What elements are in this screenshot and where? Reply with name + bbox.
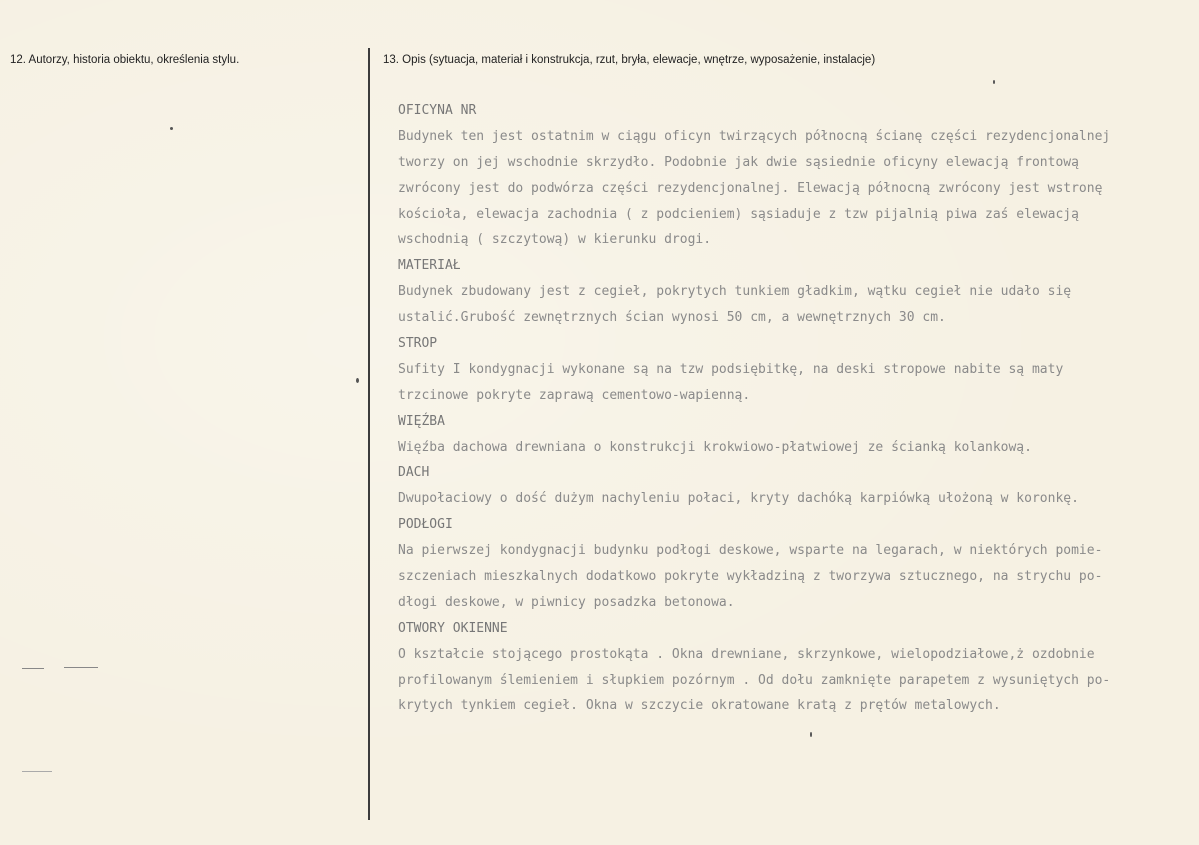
- description-line: zwrócony jest do podwórza części rezydencjonalnej. Elewacją północną zwrócony jest wstronę: [398, 180, 1103, 196]
- column-divider: [368, 48, 370, 820]
- description-line: tworzy on jej wschodnie skrzydło. Podobnie jak dwie sąsiednie oficyny elewacją frontową: [398, 154, 1079, 170]
- description-line: Budynek ten jest ostatnim w ciągu oficyn twirzących północną ścianę części rezydencjonalnej: [398, 128, 1111, 144]
- paper-speck: [170, 127, 173, 130]
- description-line: kościoła, elewacja zachodnia ( z podcieniem) sąsiaduje z tzw pijalnią piwa zaś elewacją: [398, 206, 1079, 222]
- description-line: Dwupołaciowy o dość dużym nachyleniu połaci, kryty dachóką karpiówką ułożoną w koronkę.: [398, 491, 1079, 507]
- description-heading: WIĘŹBA: [398, 413, 445, 429]
- section-13-label: 13. Opis (sytuacja, materiał i konstrukcja, rzut, bryła, elewacje, wnętrze, wyposażenie, instalacje): [383, 54, 876, 66]
- description-line: szczeniach mieszkalnych dodatkowo pokryte wykładziną z tworzywa sztucznego, na strychu po-: [398, 569, 1103, 585]
- description-line: trzcinowe pokryte zaprawą cementowo-wapienną.: [398, 387, 751, 403]
- section-12-label: 12. Autorzy, historia obiektu, określenia stylu.: [10, 54, 240, 66]
- description-line: krytych tynkiem cegieł. Okna w szczycie okratowane kratą z prętów metalowych.: [398, 698, 1001, 714]
- description-line: Na pierwszej kondygnacji budynku podłogi deskowe, wsparte na legarach, w niektórych pomie-: [398, 543, 1103, 559]
- description-line: wschodnią ( szczytową) w kierunku drogi.: [398, 232, 712, 248]
- description-heading: OFICYNA NR: [398, 103, 477, 118]
- paper-mark: [64, 667, 98, 668]
- description-heading: DACH: [398, 465, 430, 481]
- description-line: O kształcie stojącego prostokąta . Okna drewniane, skrzynkowe, wielopodziałowe,ż ozdobnie: [398, 646, 1095, 662]
- description-text: [398, 98, 1188, 719]
- paper-mark: [22, 771, 52, 772]
- description-line: ustalić.Grubość zewnętrznych ścian wynosi 50 cm, a wewnętrznych 30 cm.: [398, 310, 946, 326]
- description-line: Więźba dachowa drewniana o konstrukcji krokwiowo-płatwiowej ze ścianką kolankową.: [398, 439, 1032, 455]
- authors-history-column: [0, 0, 368, 845]
- paper-speck: [356, 378, 359, 383]
- description-heading: PODŁOGI: [398, 517, 453, 533]
- description-heading: MATERIAŁ: [398, 258, 461, 274]
- description-line: Sufity I kondygnacji wykonane są na tzw podsiębitkę, na deski stropowe nabite są maty: [398, 361, 1064, 377]
- description-heading: STROP: [398, 336, 438, 352]
- description-line: Budynek zbudowany jest z cegieł, pokrytych tunkiem gładkim, wątku cegieł nie udało się: [398, 284, 1072, 300]
- paper-speck: [993, 80, 995, 84]
- description-line: dłogi deskowe, w piwnicy posadzka betonowa.: [398, 594, 735, 610]
- paper-speck: [810, 732, 812, 737]
- description-heading: OTWORY OKIENNE: [398, 620, 508, 636]
- paper-mark: [22, 668, 44, 669]
- description-line: profilowanym ślemieniem i słupkiem pozórnym . Od dołu zamknięte parapetem z wysuniętych po-: [398, 672, 1111, 688]
